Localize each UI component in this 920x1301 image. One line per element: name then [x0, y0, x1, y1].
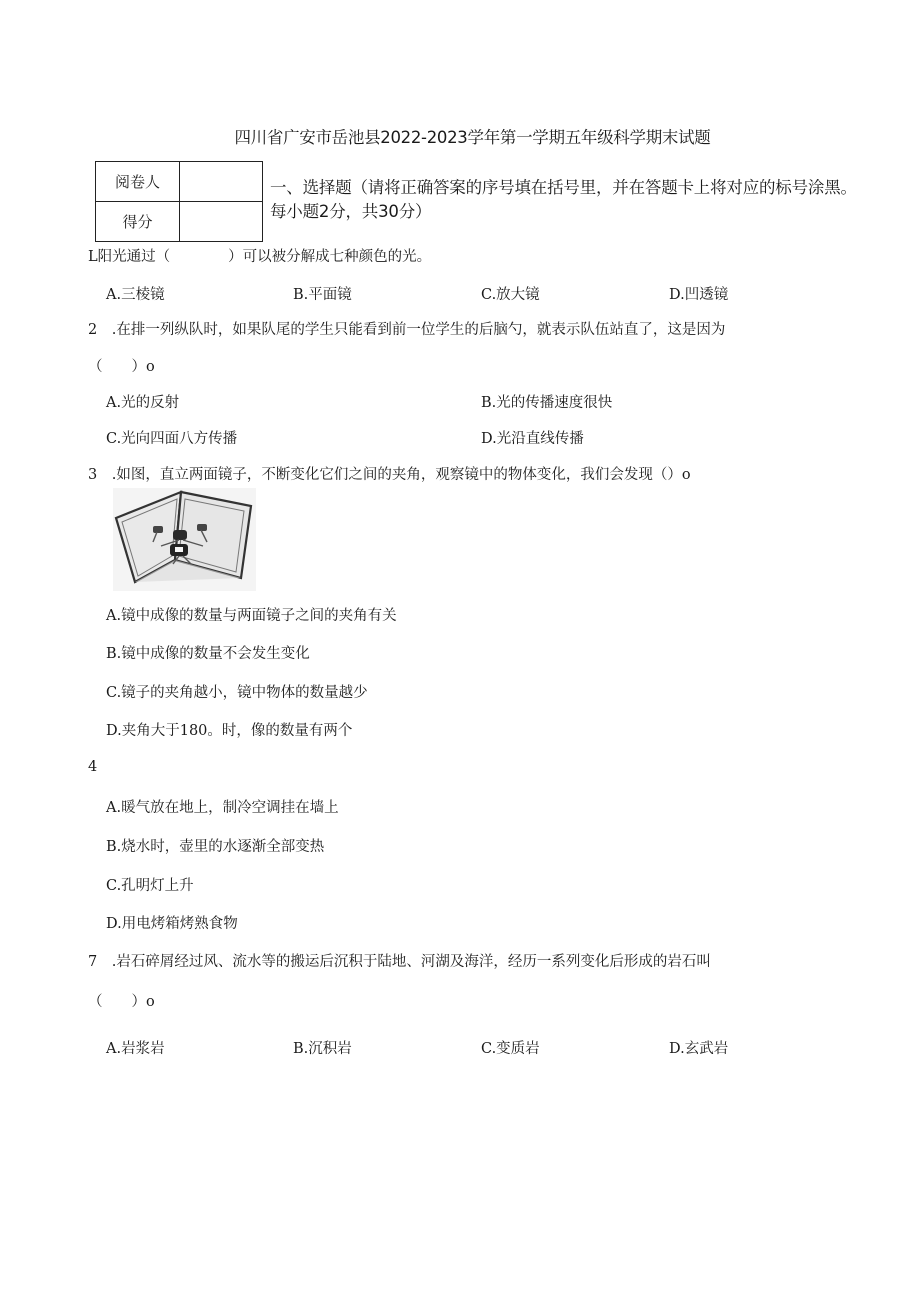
q2-option-a: A.光的反射	[106, 395, 180, 411]
q1-option-c: C.放大镜	[481, 287, 540, 303]
q4-option-d: D.用电烤箱烤熟食物	[106, 916, 238, 932]
q3-option-b: B.镜中成像的数量不会发生变化	[106, 646, 310, 662]
section-heading: 一、选择题（请将正确答案的序号填在括号里，并在答题卡上将对应的标号涂黑。每小题2分，共30分）	[270, 178, 857, 221]
q1-option-a: A.三棱镜	[106, 287, 165, 303]
q1-option-d: D.凹透镜	[669, 287, 729, 303]
question-7-stem-line2: （ ）o	[88, 994, 155, 1010]
q4-option-c: C.孔明灯上升	[106, 878, 194, 894]
score-table	[95, 161, 263, 242]
q2-option-d: D.光沿直线传播	[481, 431, 584, 447]
question-2-stem-line2: （ ）o	[88, 359, 155, 375]
question-3-stem: 3 .如图，直立两面镜子，不断变化它们之间的夹角，观察镜中的物体变化，我们会发现（）o	[88, 467, 691, 483]
q4-option-a: A.暖气放在地上，制冷空调挂在墙上	[106, 800, 339, 816]
q7-option-a: A.岩浆岩	[106, 1041, 165, 1057]
grader-label: 阅卷人	[96, 162, 180, 202]
question-7-stem: 7 .岩石碎屑经过风、流水等的搬运后沉积于陆地、河湖及海洋，经历一系列变化后形成的岩石叫	[88, 954, 711, 970]
q2-option-b: B.光的传播速度很快	[481, 395, 613, 411]
q4-option-b: B.烧水时，壶里的水逐渐全部变热	[106, 839, 325, 855]
grader-value	[180, 162, 263, 202]
score-value	[180, 202, 263, 242]
q3-option-c: C.镜子的夹角越小，镜中物体的数量越少	[106, 685, 368, 701]
q3-option-d: D.夹角大于180。时，像的数量有两个	[106, 723, 353, 739]
q1-option-b: B.平面镜	[293, 287, 352, 303]
question-4-number: 4	[88, 759, 98, 775]
q3-option-a: A.镜中成像的数量与两面镜子之间的夹角有关	[106, 608, 397, 624]
q7-option-c: C.变质岩	[481, 1041, 540, 1057]
q2-option-c: C.光向四面八方传播	[106, 431, 238, 447]
q7-option-d: D.玄武岩	[669, 1041, 729, 1057]
question-1-stem: L阳光通过（ ）可以被分解成七种颜色的光。	[88, 249, 432, 265]
q7-option-b: B.沉积岩	[293, 1041, 352, 1057]
two-mirrors-figure	[113, 488, 256, 591]
score-label: 得分	[96, 202, 180, 242]
question-2-stem: 2 .在排一列纵队时，如果队尾的学生只能看到前一位学生的后脑勺，就表示队伍站直了，这是因为	[88, 322, 726, 338]
exam-title: 四川省广安市岳池县2022-2023学年第一学期五年级科学期末试题	[234, 128, 711, 147]
